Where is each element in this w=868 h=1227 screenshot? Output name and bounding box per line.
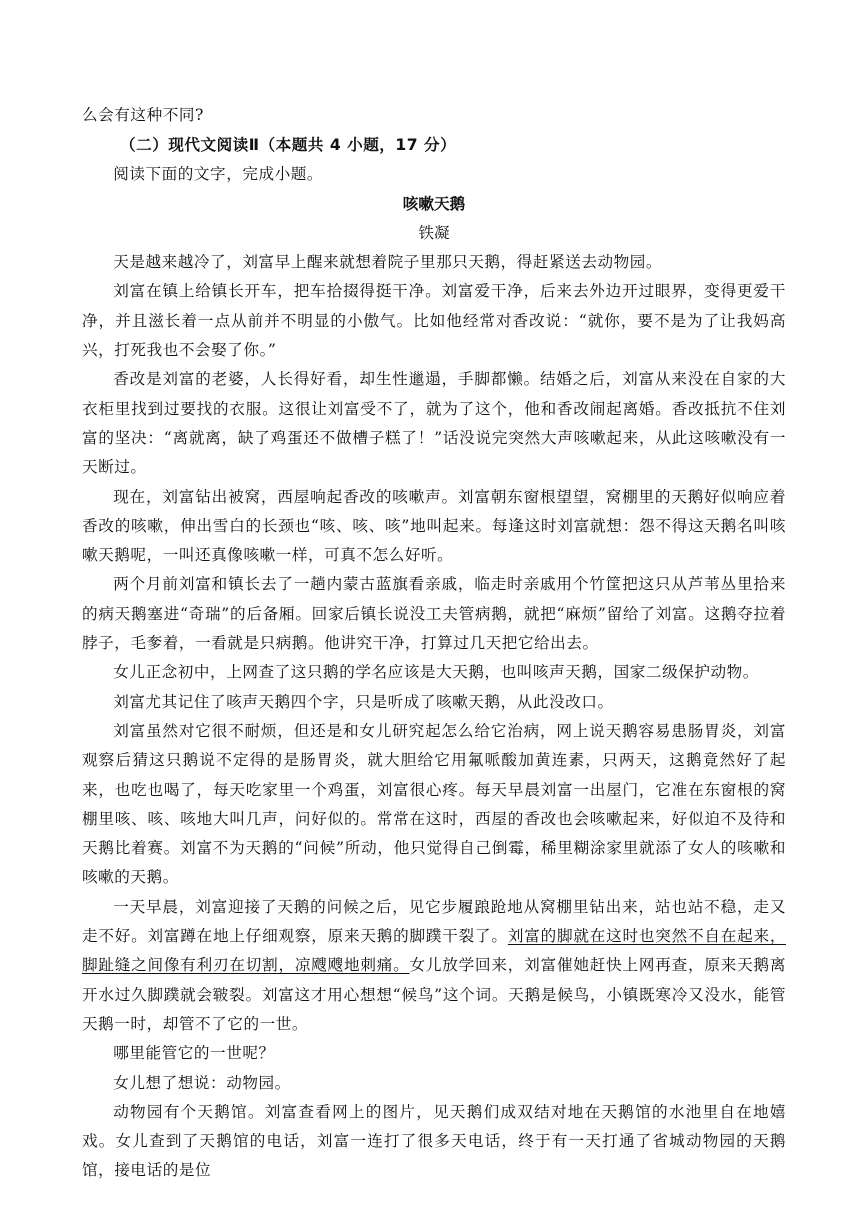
document-body: [82, 101, 786, 1186]
section-heading: （二）现代文阅读Ⅱ（本题共 4 小题，17 分）: [120, 136, 457, 155]
article-paragraph: 哪里能管它的一世呢？: [113, 1044, 275, 1063]
article-paragraph: 女儿正念初中，上网查了这只鹅的学名应该是大天鹅，也叫咳声天鹅，国家二级保护动物。: [113, 663, 759, 682]
paragraph-text-after-underline: 女儿放学回来，刘富催她赶快上网再查，原来天鹅离开水过久脚蹼就会皲裂。刘富这才用心想想“候鸟”这个词。天鹅是候鸟，小镇既寒冷又没水，能管天鹅一时，却管不了它的一世。: [82, 956, 786, 1033]
article-paragraph: 刘富虽然对它很不耐烦，但还是和女儿研究起怎么给它治病，网上说天鹅容易患肠胃炎，刘富观察后猜这只鹅说不定得的是肠胃炎，就大胆给它用氟哌酸加黄连素，只两天，这鹅竟然好了起来，也吃也喝了，每天吃家里一个鸡蛋，刘富很心疼。每天早晨刘富一出屋门，它准在东窗根的窝棚里咳、咳、咳地大叫几声，问好似的。常常在这时，西屋的香改也会咳嗽起来，好似迫不及待和天鹅比着赛。刘富不为天鹅的“问候”所动，他只觉得自己倒霉，稀里糊涂家里就添了女人的咳嗽和咳嗽的天鹅。: [82, 721, 786, 887]
continuation-line: 么会有这种不同?: [82, 106, 204, 124]
paragraph-text-before-underline: 一天早晨，刘富迎接了天鹅的问候之后，见它步履踉跄地从窝棚里钻出来，站也站不稳，走又走不好。刘富蹲在地上仔细观察，原来天鹅的脚蹼干裂了。: [82, 897, 786, 946]
article-paragraph: 动物园有个天鹅馆。刘富查看网上的图片，见天鹅们成双结对地在天鹅馆的水池里自在地嬉戏。女儿查到了天鹅馆的电话，刘富一连打了很多天电话，终于有一天打通了省城动物园的天鹅馆，接电话的是位: [82, 1102, 786, 1180]
article-paragraph: 现在，刘富钻出被窝，西屋响起香改的咳嗽声。刘富朝东窗根望望，窝棚里的天鹅好似响应着香改的咳嗽，伸出雪白的长颈也“咳、咳、咳”地叫起来。每逢这时刘富就想：怨不得这天鹅名叫咳嗽天鹅呢，一叫还真像咳嗽一样，可真不怎么好听。: [82, 487, 786, 565]
article-author: 铁凝: [418, 223, 450, 242]
underlined-sentence: 刘富的脚就在这时也突然不自在起来，脚趾缝之间像有利刃在切割，凉飕飕地刺痛。: [82, 927, 786, 975]
section-instruction: 阅读下面的文字，完成小题。: [113, 165, 324, 184]
article-paragraph: 刘富在镇上给镇长开车，把车拾掇得挺干净。刘富爱干净，后来去外边开过眼界，变得更爱干净，并且滋长着一点从前并不明显的小傲气。比如他经常对香改说：“就你，要不是为了让我妈高兴，打死我也不会娶了你。”: [82, 282, 786, 360]
article-paragraph: 天是越来越冷了，刘富早上醒来就想着院子里那只天鹅，得赶紧送去动物园。: [113, 253, 663, 272]
article-paragraph-with-underline: [82, 893, 786, 1039]
article-paragraph: 两个月前刘富和镇长去了一趟内蒙古蓝旗看亲戚，临走时亲戚用个竹筐把这只从芦苇丛里拾来的病天鹅塞进“奇瑞”的后备厢。回家后镇长说没工夫管病鹅，就把“麻烦”留给了刘富。这鹅夺拉着脖子，毛奓着，一看就是只病鹅。他讲究干净，打算过几天把它给出去。: [82, 575, 786, 653]
article-paragraph: 刘富尤其记住了咳声天鹅四个字，只是听成了咳嗽天鹅，从此没改口。: [113, 692, 614, 711]
article-paragraph: 女儿想了想说：动物园。: [113, 1073, 291, 1092]
article-paragraph: 香改是刘富的老婆，人长得好看，却生性邋遢，手脚都懒。结婚之后，刘富从来没在自家的大衣柜里找到过要找的衣服。这很让刘富受不了，就为了这个，他和香改闹起离婚。香改抵抗不住刘富的坚决：“离就离，缺了鸡蛋还不做槽子糕了！”话没说完突然大声咳嗽起来，从此这咳嗽没有一天断过。: [82, 370, 786, 477]
article-title: 咳嗽天鹅: [402, 194, 466, 213]
